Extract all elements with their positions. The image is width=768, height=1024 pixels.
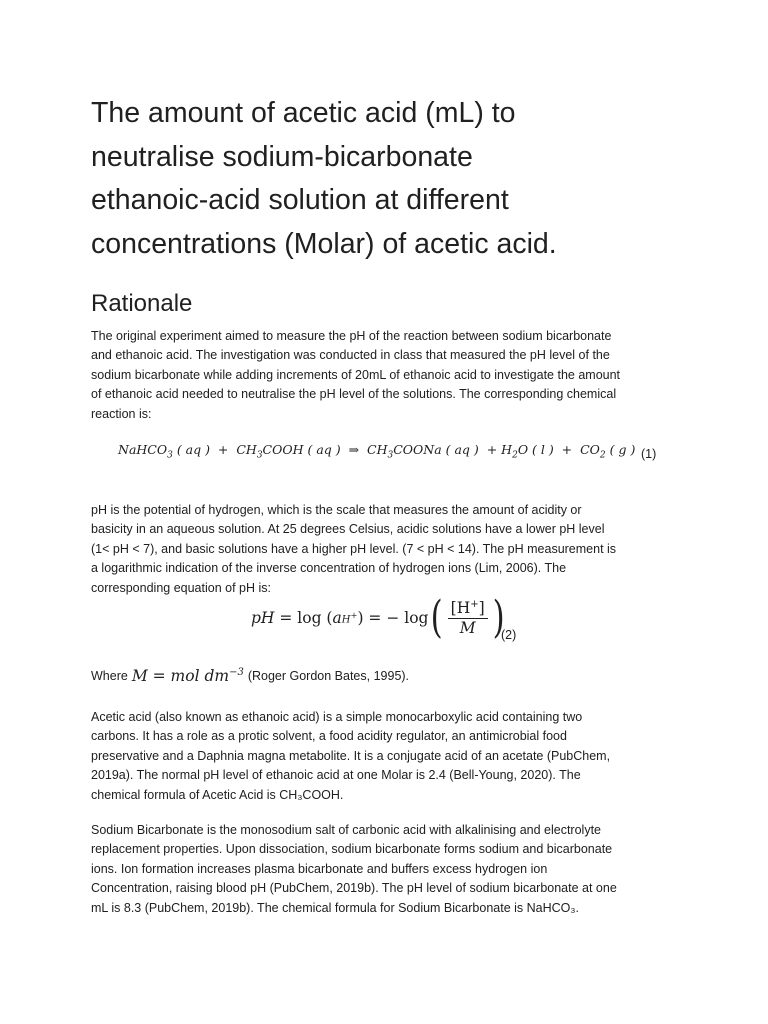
molar-definition: M = mol $dm^{-3}$ [131, 667, 244, 686]
equation-number: (2) [501, 628, 517, 642]
text-line: ions. Ion formation increases plasma bicarbonate and buffers excess hydrogen ion [91, 861, 548, 876]
text-line: carbons. It has a role as a protic solvent, a food acidity regulator, an antimicrobial food [91, 729, 567, 744]
where-line [91, 667, 409, 685]
where-citation: (Roger Gordon Bates, 1995). [247, 669, 410, 684]
title-line: The amount of acetic acid (mL) to [91, 97, 516, 129]
section-heading: Rationale [91, 290, 193, 317]
text-line: (1< pH < 7), and basic solutions have a higher pH level. (7 < pH < 14). The pH measurement is [91, 541, 617, 556]
text-line: of ethanoic acid needed to neutralise the pH level of the solutions. The corresponding chemical [91, 387, 617, 402]
chemical-equation: NaHCO$_3$ ( aq ) + $CH_3COOH$ ( aq ) ⇒ $CH_3COONa$ ( aq ) + $H_2O$ ( l ) + $CO_2$ ( g ) [118, 442, 636, 461]
title-line: ethanoic-acid solution at different [91, 184, 509, 216]
text-line: pH is the potential of hydrogen, which is the scale that measures the amount of acidity or [91, 503, 582, 517]
text-line: mL is 8.3 (PubChem, 2019b). The chemical formula for Sodium Bicarbonate is NaHCO₃. [91, 900, 579, 915]
paragraph-ph [91, 501, 691, 598]
text-line: Acetic acid (also known as ethanoic acid) is a simple monocarboxylic acid containing two [91, 710, 583, 724]
text-line: Sodium Bicarbonate is the monosodium salt of carbonic acid with alkalinising and electrolyte [91, 823, 601, 837]
ph-equation: pH = log ( a H+ ) = − log ( $\frac{[H^+]}{M}$ ) [251, 592, 505, 643]
paragraph-sodium-bicarbonate [91, 821, 691, 918]
text-line: basicity in an aqueous solution. At 25 degrees Celsius, acidic solutions have a lower pH level [91, 522, 605, 537]
text-line: Concentration, raising blood pH (PubChem, 2019b). The pH level of sodium bicarbonate at one [91, 881, 617, 896]
text-line: The original experiment aimed to measure the pH of the reaction between sodium bicarbonate [91, 329, 612, 343]
text-line: preservative and a Daphnia magna metabolite. It is a conjugate acid of an acetate (PubChem, [91, 748, 611, 763]
text-line: sodium bicarbonate while adding increments of 20mL of ethanoic acid to investigate the amount [91, 367, 621, 382]
document-title [91, 92, 691, 266]
text-line: 2019a). The normal pH level of ethanoic acid at one Molar is 2.4 (Bell-Young, 2020). The [91, 768, 581, 783]
text-line: a logarithmic indication of the inverse concentration of hydrogen ions (Lim, 2006). The [91, 561, 567, 576]
text-line: and ethanoic acid. The investigation was conducted in class that measured the pH level of the [91, 348, 610, 363]
text-line: chemical formula of Acetic Acid is CH₃COOH. [91, 787, 344, 802]
text-line: reaction is: [91, 406, 152, 421]
paragraph-reaction [91, 327, 691, 424]
text-line: corresponding equation of pH is: [91, 580, 271, 595]
title-line: concentrations (Molar) of acetic acid. [91, 227, 557, 260]
where-prefix: Where [91, 669, 128, 684]
title-line: neutralise sodium-bicarbonate [91, 140, 473, 173]
paragraph-acetic-acid [91, 708, 691, 805]
equation-number: (1) [641, 447, 657, 461]
text-line: replacement properties. Upon dissociation, sodium bicarbonate forms sodium and bicarbonate [91, 842, 613, 857]
